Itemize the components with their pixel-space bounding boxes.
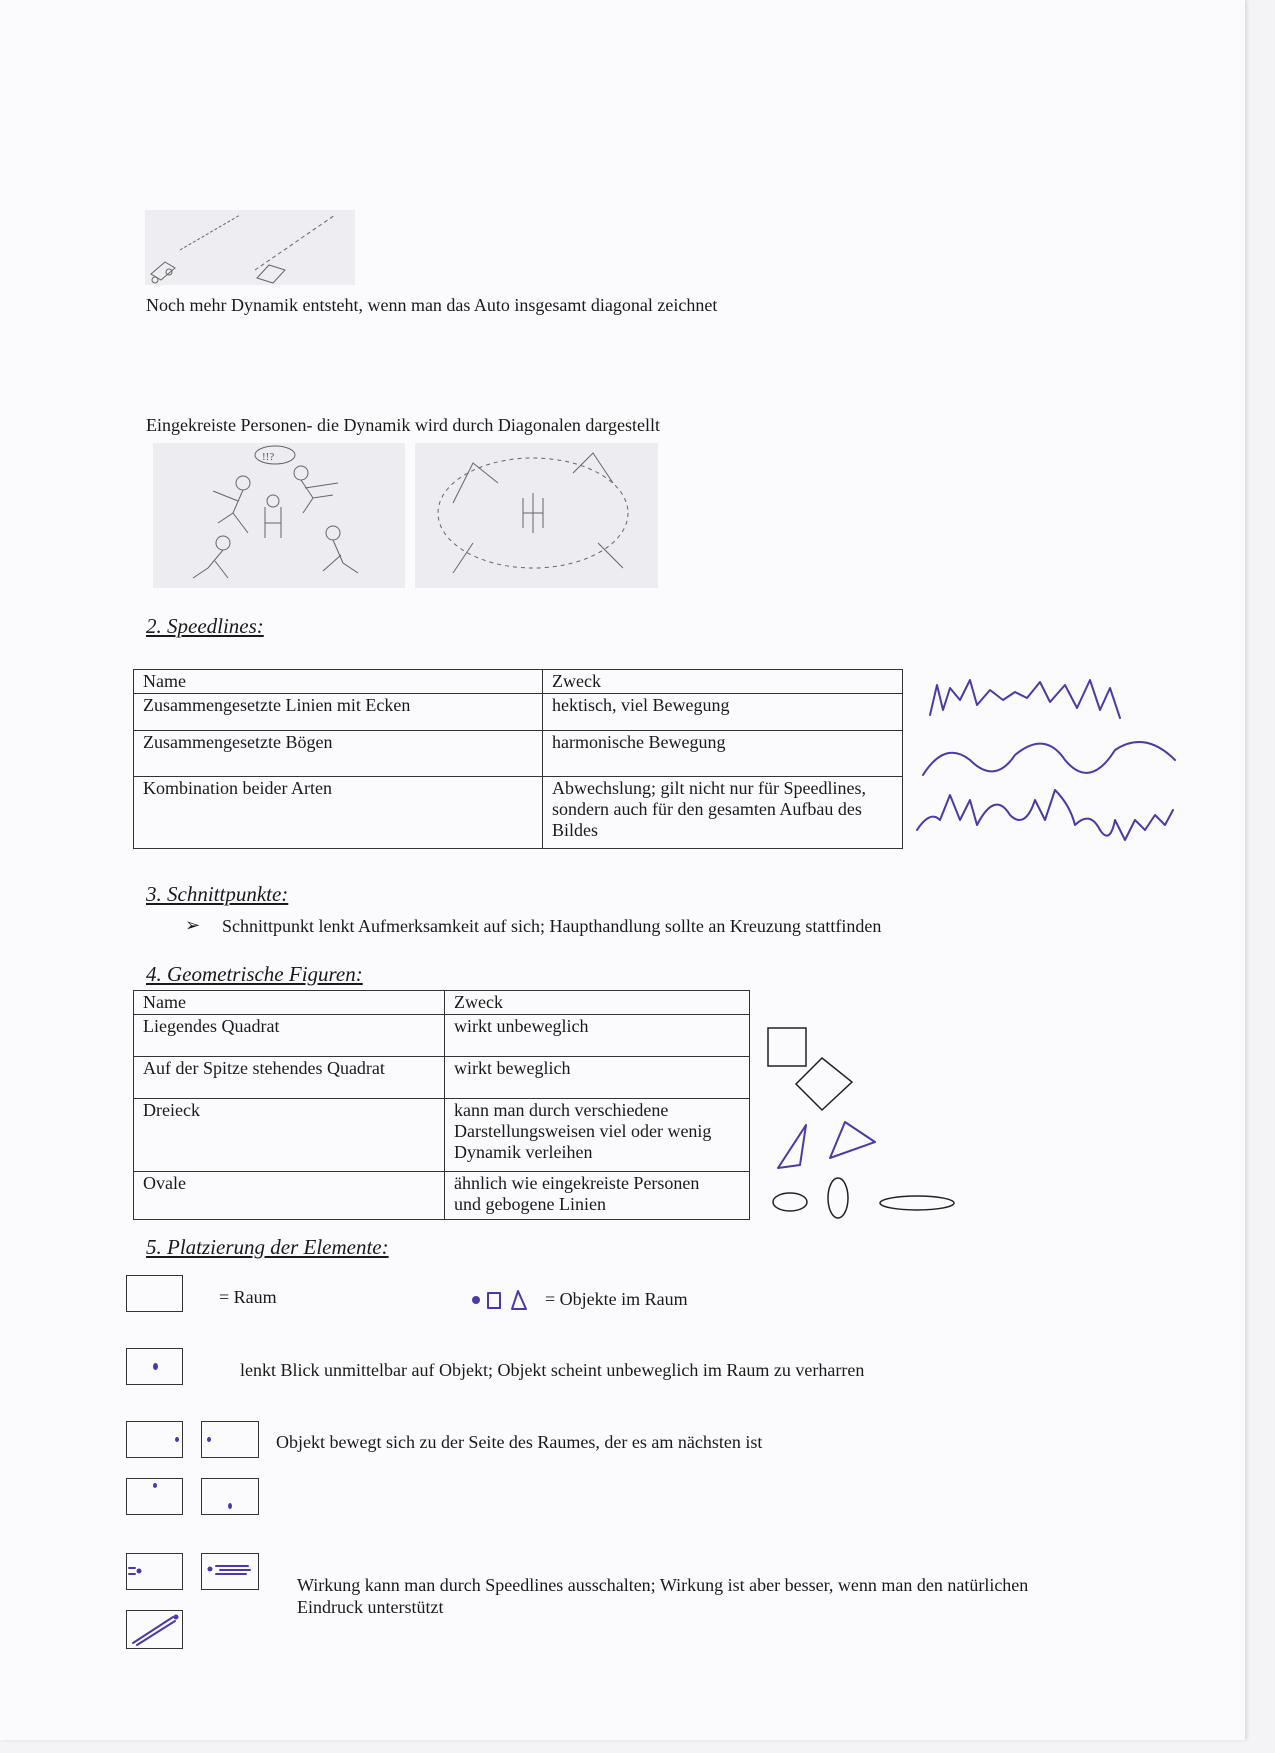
header-zweck: Zweck	[543, 670, 903, 694]
header-name: Name	[134, 991, 445, 1015]
raum-box-icon	[126, 1275, 183, 1312]
car-diagonal-sketch	[145, 210, 355, 285]
seite-text: Objekt bewegt sich zu der Seite des Raumes, der es am nächsten ist	[276, 1432, 763, 1452]
triangle-icon	[778, 1125, 806, 1168]
table-row	[134, 777, 903, 849]
table-row	[134, 1172, 750, 1220]
objekte-label: = Objekte im Raum	[545, 1289, 688, 1309]
square-icon	[768, 1028, 806, 1066]
objects-icon	[468, 1287, 532, 1313]
blick-text: lenkt Blick unmittelbar auf Objekt; Objekt scheint unbeweglich im Raum zu verharren	[240, 1360, 865, 1380]
table-header-row	[134, 670, 903, 694]
oval-icon	[773, 1193, 807, 1211]
table-row	[134, 1015, 750, 1057]
speedline-right-box	[201, 1553, 259, 1590]
row-name: Dreieck	[134, 1099, 445, 1172]
geometrie-heading: 4. Geometrische Figuren:	[146, 962, 363, 986]
table-row	[134, 694, 903, 731]
row-name: Auf der Spitze stehendes Quadrat	[134, 1057, 445, 1099]
object-right-box	[126, 1421, 183, 1458]
oval-vertical-icon	[828, 1178, 848, 1218]
schnittpunkte-bullet: Schnittpunkt lenkt Aufmerksamkeit auf sich; Haupthandlung sollte an Kreuzung stattfinden	[222, 916, 882, 936]
centered-object-box	[126, 1348, 183, 1385]
geometrie-table	[133, 990, 750, 1220]
platzierung-heading: 5. Platzierung der Elemente:	[146, 1235, 389, 1259]
speedline-diagonal-box	[126, 1610, 183, 1649]
row-zweck: kann man durch verschiedene Darstellungsweisen viel oder wenig Dynamik verleihen	[445, 1099, 750, 1172]
row-zweck: wirkt unbeweglich	[445, 1015, 750, 1057]
row-name: Kombination beider Arten	[134, 777, 543, 849]
table-row	[134, 731, 903, 777]
row-name: Zusammengesetzte Bögen	[134, 731, 543, 777]
table-row	[134, 1057, 750, 1099]
table-row	[134, 1099, 750, 1172]
row-zweck: harmonische Bewegung	[543, 731, 903, 777]
speedlines-heading: 2. Speedlines:	[146, 614, 264, 638]
row-zweck: wirkt beweglich	[445, 1057, 750, 1099]
raum-label: = Raum	[219, 1287, 277, 1307]
arrow-bullet: ➢	[185, 915, 201, 935]
row-zweck: hektisch, viel Bewegung	[543, 694, 903, 731]
row-zweck: Abwechslung; gilt nicht nur für Speedlines, sondern auch für den gesamten Aufbau des Bildes	[543, 777, 903, 849]
header-name: Name	[134, 670, 543, 694]
object-bottom-box	[201, 1478, 259, 1515]
row-name: Liegendes Quadrat	[134, 1015, 445, 1057]
speedlines-drawing	[915, 670, 1235, 850]
row-name: Ovale	[134, 1172, 445, 1220]
row-name: Zusammengesetzte Linien mit Ecken	[134, 694, 543, 731]
circled-persons-sketch	[153, 443, 658, 588]
speedlines-table	[133, 669, 903, 849]
triangle-icon-2	[830, 1122, 875, 1158]
table-header-row	[134, 991, 750, 1015]
schnittpunkte-heading: 3. Schnittpunkte:	[146, 882, 289, 906]
oval-flat-icon	[880, 1196, 954, 1210]
speedlines-wirkung-text: Wirkung kann man durch Speedlines ausschalten; Wirkung ist aber besser, wenn man den natürlichen Eindruck unterstützt	[297, 1575, 1029, 1617]
geometric-shapes-drawing	[760, 1020, 960, 1225]
object-left-box	[201, 1421, 259, 1458]
header-zweck: Zweck	[445, 991, 750, 1015]
circled-persons-caption: Eingekreiste Personen- die Dynamik wird durch Diagonalen dargestellt	[146, 415, 661, 435]
row-zweck: ähnlich wie eingekreiste Personen und gebogene Linien	[445, 1172, 750, 1220]
sketch-exclamation: !!?	[262, 451, 275, 463]
object-top-box	[126, 1478, 183, 1515]
speedline-left-box	[126, 1553, 183, 1590]
car-caption: Noch mehr Dynamik entsteht, wenn man das Auto insgesamt diagonal zeichnet	[146, 295, 718, 315]
